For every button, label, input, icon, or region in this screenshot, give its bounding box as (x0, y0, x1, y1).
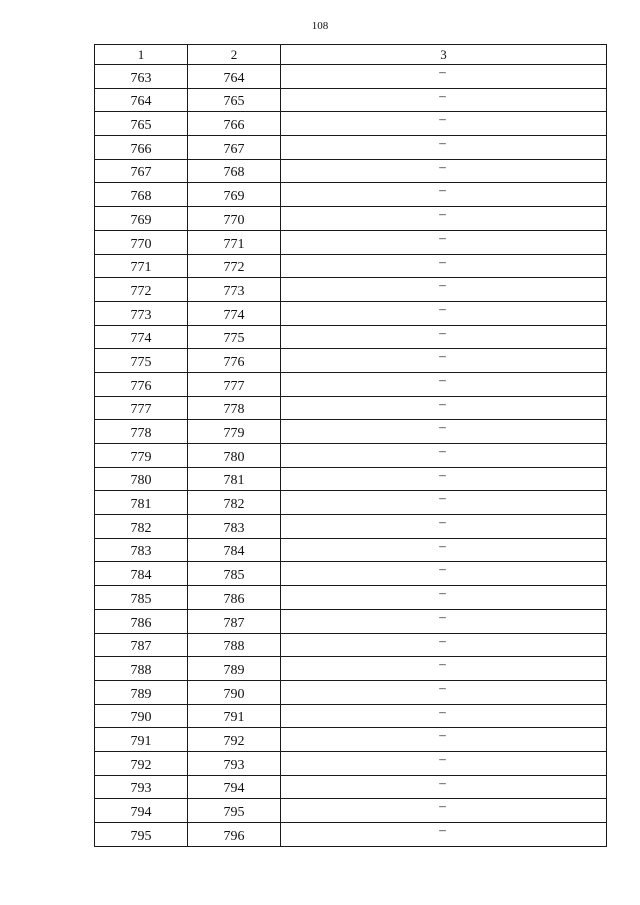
cell-col-3: – (281, 230, 607, 254)
cell-col-1: 781 (95, 491, 188, 515)
cell-col-3: – (281, 515, 607, 539)
table-row (95, 444, 607, 468)
cell-col-2: 781 (188, 467, 281, 491)
table-row (95, 325, 607, 349)
cell-col-1: 773 (95, 301, 188, 325)
cell-col-2: 792 (188, 728, 281, 752)
table-row (95, 704, 607, 728)
cell-col-3: – (281, 609, 607, 633)
table-row (95, 633, 607, 657)
table-row (95, 586, 607, 610)
table-row (95, 230, 607, 254)
cell-col-1: 774 (95, 325, 188, 349)
cell-col-3: – (281, 491, 607, 515)
cell-col-1: 775 (95, 349, 188, 373)
cell-col-2: 767 (188, 136, 281, 160)
cell-col-2: 776 (188, 349, 281, 373)
cell-col-1: 791 (95, 728, 188, 752)
cell-col-1: 764 (95, 88, 188, 112)
cell-col-3: – (281, 799, 607, 823)
cell-col-2: 777 (188, 372, 281, 396)
cell-col-3: – (281, 325, 607, 349)
cell-col-2: 766 (188, 112, 281, 136)
table-row (95, 112, 607, 136)
cell-col-3: – (281, 136, 607, 160)
cell-col-2: 765 (188, 88, 281, 112)
cell-col-3: – (281, 657, 607, 681)
table-row (95, 515, 607, 539)
cell-col-1: 768 (95, 183, 188, 207)
table-row (95, 728, 607, 752)
table-row (95, 680, 607, 704)
column-header-2: 2 (188, 45, 281, 65)
cell-col-1: 786 (95, 609, 188, 633)
cell-col-1: 766 (95, 136, 188, 160)
table-row (95, 775, 607, 799)
cell-col-1: 779 (95, 444, 188, 468)
table-row (95, 609, 607, 633)
cell-col-3: – (281, 159, 607, 183)
table-row (95, 823, 607, 847)
cell-col-1: 787 (95, 633, 188, 657)
cell-col-3: – (281, 207, 607, 231)
cell-col-1: 784 (95, 562, 188, 586)
cell-col-1: 765 (95, 112, 188, 136)
cell-col-1: 776 (95, 372, 188, 396)
cell-col-2: 794 (188, 775, 281, 799)
table-row (95, 88, 607, 112)
cell-col-2: 783 (188, 515, 281, 539)
cell-col-3: – (281, 396, 607, 420)
cell-col-3: – (281, 112, 607, 136)
data-table (94, 44, 607, 847)
cell-col-1: 793 (95, 775, 188, 799)
cell-col-1: 763 (95, 65, 188, 89)
cell-col-2: 785 (188, 562, 281, 586)
table-row (95, 396, 607, 420)
cell-col-3: – (281, 633, 607, 657)
table-row (95, 420, 607, 444)
cell-col-3: – (281, 538, 607, 562)
cell-col-3: – (281, 349, 607, 373)
cell-col-2: 775 (188, 325, 281, 349)
cell-col-2: 795 (188, 799, 281, 823)
table-row (95, 349, 607, 373)
cell-col-2: 769 (188, 183, 281, 207)
cell-col-2: 791 (188, 704, 281, 728)
table-row (95, 491, 607, 515)
table-row (95, 159, 607, 183)
cell-col-3: – (281, 301, 607, 325)
cell-col-2: 788 (188, 633, 281, 657)
cell-col-1: 769 (95, 207, 188, 231)
cell-col-3: – (281, 372, 607, 396)
cell-col-1: 790 (95, 704, 188, 728)
cell-col-3: – (281, 775, 607, 799)
cell-col-3: – (281, 420, 607, 444)
cell-col-2: 774 (188, 301, 281, 325)
cell-col-3: – (281, 88, 607, 112)
cell-col-1: 783 (95, 538, 188, 562)
cell-col-1: 789 (95, 680, 188, 704)
cell-col-1: 780 (95, 467, 188, 491)
cell-col-3: – (281, 65, 607, 89)
cell-col-2: 782 (188, 491, 281, 515)
table-body (95, 65, 607, 847)
table-row (95, 183, 607, 207)
table-row (95, 751, 607, 775)
table-row (95, 467, 607, 491)
cell-col-3: – (281, 183, 607, 207)
cell-col-1: 788 (95, 657, 188, 681)
cell-col-2: 779 (188, 420, 281, 444)
cell-col-1: 771 (95, 254, 188, 278)
table-row (95, 301, 607, 325)
cell-col-1: 777 (95, 396, 188, 420)
table-row (95, 657, 607, 681)
cell-col-2: 793 (188, 751, 281, 775)
cell-col-1: 795 (95, 823, 188, 847)
cell-col-3: – (281, 704, 607, 728)
cell-col-1: 770 (95, 230, 188, 254)
cell-col-3: – (281, 823, 607, 847)
table-header-row (95, 45, 607, 65)
cell-col-2: 771 (188, 230, 281, 254)
cell-col-3: – (281, 467, 607, 491)
cell-col-3: – (281, 728, 607, 752)
cell-col-2: 789 (188, 657, 281, 681)
cell-col-1: 767 (95, 159, 188, 183)
cell-col-2: 780 (188, 444, 281, 468)
cell-col-2: 772 (188, 254, 281, 278)
cell-col-1: 782 (95, 515, 188, 539)
cell-col-1: 794 (95, 799, 188, 823)
cell-col-2: 787 (188, 609, 281, 633)
cell-col-3: – (281, 444, 607, 468)
table-row (95, 65, 607, 89)
table-row (95, 538, 607, 562)
cell-col-3: – (281, 254, 607, 278)
cell-col-2: 773 (188, 278, 281, 302)
page-number: 108 (311, 20, 329, 32)
cell-col-2: 768 (188, 159, 281, 183)
cell-col-2: 770 (188, 207, 281, 231)
cell-col-2: 790 (188, 680, 281, 704)
cell-col-1: 778 (95, 420, 188, 444)
table-row (95, 278, 607, 302)
column-header-1: 1 (95, 45, 188, 65)
cell-col-3: – (281, 586, 607, 610)
cell-col-1: 785 (95, 586, 188, 610)
table-row (95, 207, 607, 231)
column-header-3: 3 (281, 45, 607, 65)
table-row (95, 136, 607, 160)
cell-col-3: – (281, 562, 607, 586)
table-row (95, 254, 607, 278)
cell-col-3: – (281, 751, 607, 775)
cell-col-2: 784 (188, 538, 281, 562)
table-row (95, 799, 607, 823)
table-row (95, 372, 607, 396)
cell-col-1: 772 (95, 278, 188, 302)
table-row (95, 562, 607, 586)
cell-col-2: 786 (188, 586, 281, 610)
cell-col-1: 792 (95, 751, 188, 775)
cell-col-3: – (281, 680, 607, 704)
cell-col-2: 764 (188, 65, 281, 89)
cell-col-3: – (281, 278, 607, 302)
cell-col-2: 796 (188, 823, 281, 847)
cell-col-2: 778 (188, 396, 281, 420)
